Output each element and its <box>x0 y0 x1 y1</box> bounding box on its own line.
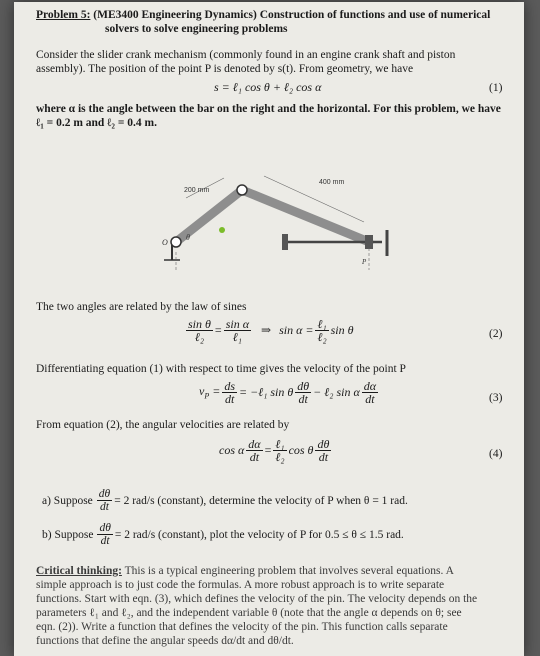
pin-O <box>171 237 181 247</box>
angular-intro: From equation (2), the angular velocities are related by <box>36 419 290 431</box>
critical-line6: functions that define the angular speeds dα/dt and dθ/dt. <box>36 635 294 647</box>
dim-200-label: 200 mm <box>184 187 210 194</box>
alpha-definition-line2: ℓ₁ = 0.2 m and ℓ₂ = 0.4 m. <box>36 117 157 129</box>
equation-1: s = ℓ₁ cos θ + ℓ₂ cos α <box>214 80 322 94</box>
critical-line5: eqn. (2)). Write a function that defines the velocity of the pin. This function calls separate <box>36 621 448 633</box>
connecting-rod <box>242 190 369 242</box>
intro-line2: assembly). The position of the point P is denoted by s(t). From geometry, we have <box>36 63 414 75</box>
point-P-label: P <box>362 258 367 266</box>
document-page <box>14 2 524 656</box>
slider-crank-figure <box>154 172 394 277</box>
theta-label: θ <box>186 233 190 242</box>
critical-line3: functions. Start with eqn. (3), which defines the velocity of the pin. The velocity depends on the <box>36 593 478 605</box>
intro-line1: Consider the slider crank mechanism (commonly found in an engine crank shaft and piston <box>36 49 456 61</box>
equation-1-number: (1) <box>489 82 503 94</box>
law-of-sines-intro: The two angles are related by the law of sines <box>36 301 247 313</box>
alpha-definition-line1: where α is the angle between the bar on the right and the horizontal. For this problem, we have <box>36 103 501 115</box>
equation-4: cos α $\frac{d\alpha}{dt}$ = $\frac{\text{ℓ₁}}{\text{ℓ₂}}$ cos θ $\frac{d\theta}{dt}$ <box>219 437 330 464</box>
critical-line1 <box>36 564 454 578</box>
problem-title-line2: solvers to solve engineering problems <box>105 23 288 35</box>
slider-block <box>365 235 373 249</box>
equation-4-number: (4) <box>489 448 503 460</box>
guide-bushing <box>282 234 288 250</box>
pin-A <box>237 185 247 195</box>
problem-label: Problem 5: <box>36 9 91 21</box>
part-a: a) Suppose $\frac{d\theta}{dt}$ = 2 rad/s (constant), determine the velocity of P when θ = 1 rad. <box>42 488 408 513</box>
critical-line4: parameters ℓ₁ and ℓ₂, and the independent variable θ (note that the angle α depends on θ; see <box>36 607 462 619</box>
critical-line2: simple approach is to just code the formulas. A more robust approach is to write separate <box>36 579 445 591</box>
point-O-label: O <box>162 238 168 247</box>
part-b-prefix: b) Suppose <box>42 528 94 541</box>
part-a-prefix: a) Suppose <box>42 494 93 507</box>
part-b: b) Suppose $\frac{d\theta}{dt}$ = 2 rad/s (constant), plot the velocity of P for 0.5 ≤ θ ≤ 1.5 rad. <box>42 522 404 547</box>
equation-3: $v_P$ = $\frac{ds}{dt}$ = −ℓ₁ sin θ $\frac{d\theta}{dt}$ − ℓ₂ sin α $\frac{d\alpha}{dt}$ <box>199 379 377 406</box>
critical-text-1: This is a typical engineering problem that involves several equations. A <box>121 565 454 577</box>
critical-label: Critical thinking: <box>36 565 122 577</box>
part-b-text: = 2 rad/s (constant), plot the velocity of P for 0.5 ≤ θ ≤ 1.5 rad. <box>114 528 404 541</box>
crank-marker <box>219 227 225 233</box>
equation-3-number: (3) <box>489 392 503 404</box>
dim-400-label: 400 mm <box>319 179 345 186</box>
equation-2: $\frac{\text{sin θ}}{\text{ℓ₂}}$ = $\frac{\text{sin α}}{\text{ℓ₁}}$ ⇒ sin α = $\frac{\text{ℓ₁}}{\text{ℓ₂}}$ sin θ <box>188 317 354 344</box>
equation-2-number: (2) <box>489 328 503 340</box>
problem-title <box>36 8 506 22</box>
problem-title-line1: (ME3400 Engineering Dynamics) Construction of functions and use of numerical <box>93 9 491 21</box>
velocity-intro: Differentiating equation (1) with respect to time gives the velocity of the point P <box>36 363 406 375</box>
part-a-text: = 2 rad/s (constant), determine the velocity of P when θ = 1 rad. <box>114 494 408 507</box>
